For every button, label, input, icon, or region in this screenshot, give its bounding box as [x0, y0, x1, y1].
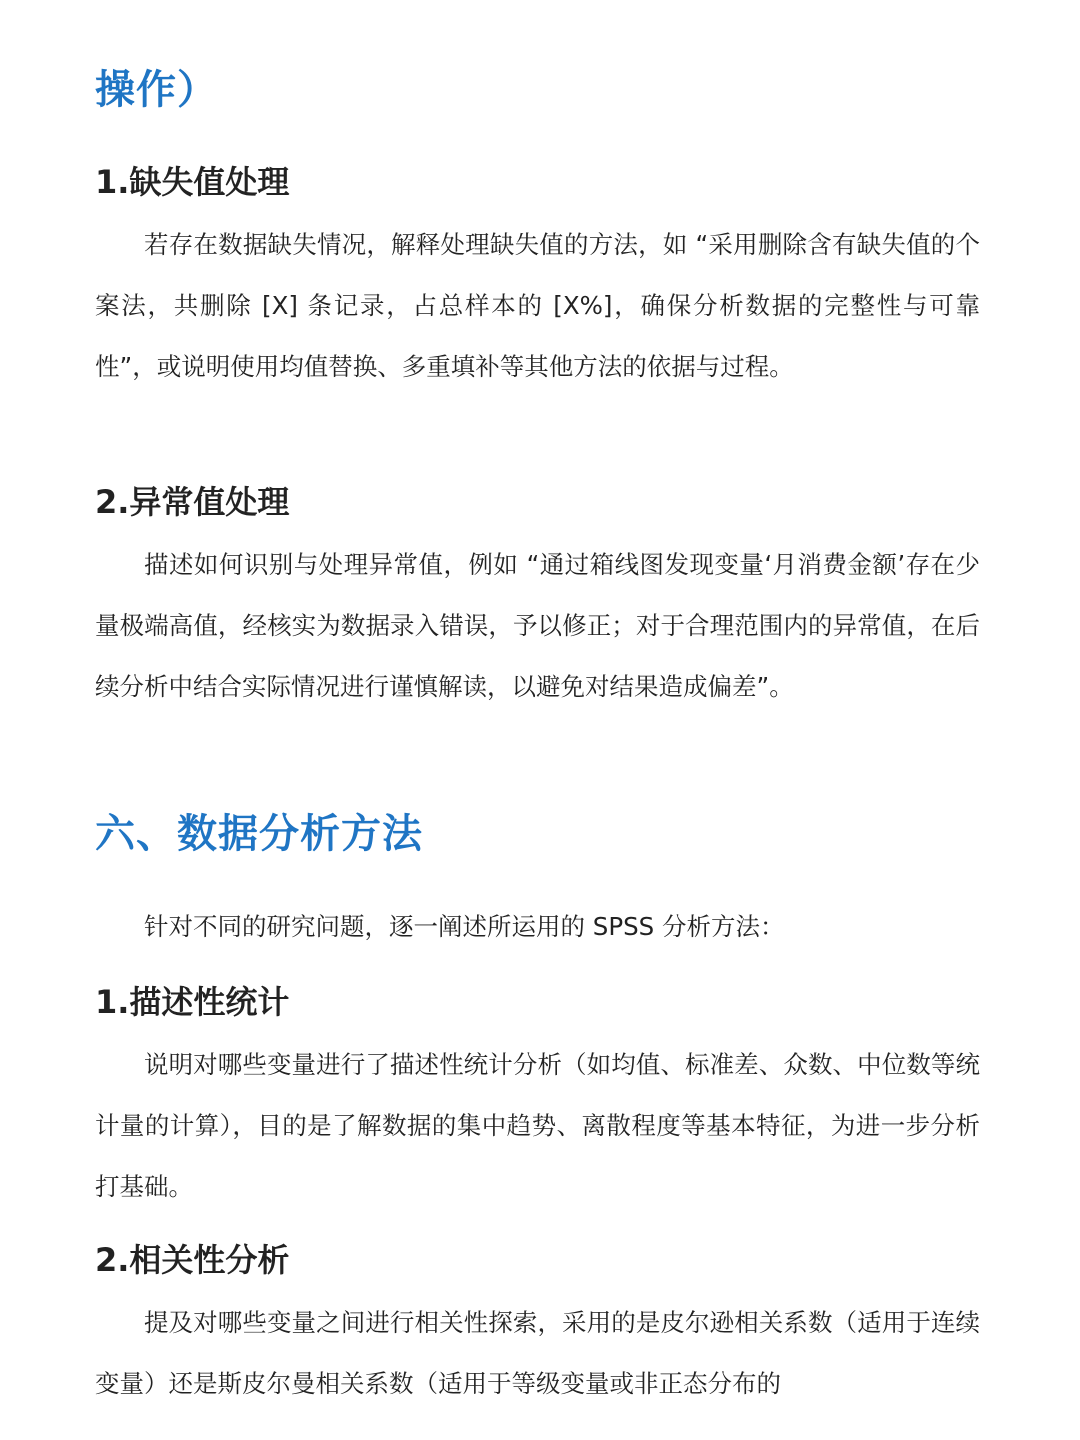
analysis-method-heading-block	[95, 810, 980, 858]
missing-value-section	[95, 162, 980, 397]
outlier-paragraph: 描述如何识别与处理异常值，例如 “通过箱线图发现变量‘月消费金额’存在少量极端高值，经核实为数据录入错误，予以修正；对于合理范围内的异常值，在后续分析中结合实际情况进行谨慎解读，以避免对结果造成偏差”。	[95, 550, 980, 701]
analysis-method-intro-block	[95, 896, 980, 957]
outlier-section	[95, 482, 980, 717]
correlation-paragraph: 提及对哪些变量之间进行相关性探索，采用的是皮尔逊相关系数（适用于连续变量）还是斯皮尔曼相关系数（适用于等级变量或非正态分布的	[95, 1308, 980, 1398]
descriptive-stats-title: 1.描述性统计	[95, 983, 290, 1021]
analysis-method-intro: 针对不同的研究问题，逐一阐述所运用的 SPSS 分析方法：	[144, 912, 785, 941]
correlation-title: 2.相关性分析	[95, 1241, 290, 1279]
analysis-method-heading: 六、数据分析方法	[95, 811, 423, 857]
missing-value-paragraph: 若存在数据缺失情况，解释处理缺失值的方法，如 “采用删除含有缺失值的个案法，共删除 [X] 条记录，占总样本的 [X%]，确保分析数据的完整性与可靠性”，或说明使用均值替换、多重填补等其他方法的依据与过程。	[95, 230, 980, 381]
top-heading-block	[95, 66, 980, 114]
section-heading-continued: 操作）	[95, 67, 218, 113]
missing-value-title: 1.缺失值处理	[95, 163, 290, 201]
descriptive-stats-section	[95, 982, 980, 1217]
outlier-title: 2.异常值处理	[95, 483, 290, 521]
descriptive-stats-paragraph: 说明对哪些变量进行了描述性统计分析（如均值、标准差、众数、中位数等统计量的计算），目的是了解数据的集中趋势、离散程度等基本特征，为进一步分析打基础。	[95, 1050, 980, 1201]
correlation-section	[95, 1240, 980, 1414]
